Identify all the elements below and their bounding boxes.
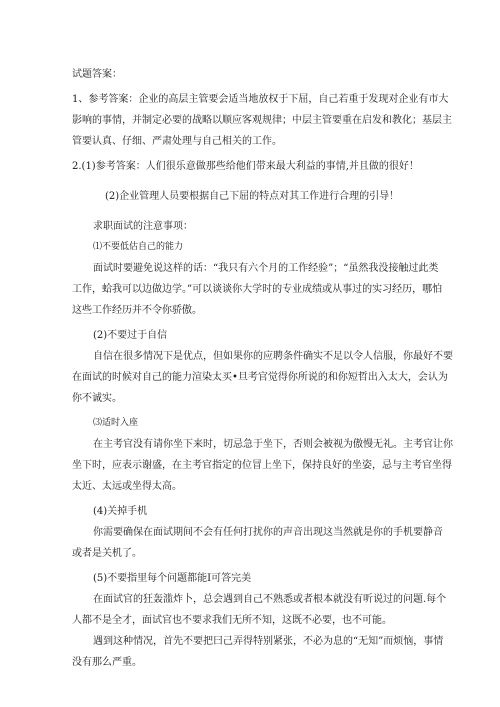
answer-2-part-2: (2)企业管理人员要根据自己下屈的特点对其工作进行合理的引导！: [105, 191, 400, 202]
tip-3: [72, 413, 453, 497]
tip-heading: (5)不要指里每个问题都能I可答完美: [93, 573, 252, 584]
document-page: [72, 64, 453, 673]
tip-body-line: 人都不是全才，面试官也不要求我们无所不知，这既不必要，也不可能。: [72, 615, 392, 626]
answer-1-line: 影响的事情，并制定必要的战略以顺应客观规律；中层主管要重在启发和教化；基层主: [72, 115, 452, 126]
tip-body-line: 遇到这种情况，首先不要把曰己弄得特别紧张，不必为息的“无知”而烦恼，事情: [93, 636, 444, 647]
tip-body-line: 面试时要避免说这样的话：“我只有六个月的工作经验”；“虽然我没接触过此类: [93, 263, 439, 274]
tip-heading: ⑴不要低估自己的能力: [93, 242, 184, 252]
tip-body-line: 这些工作经历并不令你骄傲。: [72, 305, 202, 316]
tip-2: [72, 325, 453, 409]
tip-4: [72, 501, 443, 564]
tip-body-line: 工作，蛤我可以边做边学。”可以谈谈你大学时的专业成绩或从事过的实习经历，哪怕: [72, 284, 443, 295]
answer-1: [72, 89, 452, 152]
answer-2-part-1: 2.(1)参考答案：人们很乐意做那些给他们带来最大利益的事情,并且做的很好！: [72, 161, 419, 172]
tip-body-line: 自信在很多情况下是优点，但如果你的应聘条件确实不足以令人信服，你最好不要: [93, 351, 453, 362]
tip-body-line: 没有那么严重。: [72, 657, 142, 668]
tip-body-line: 在面试的时候对自己的能力渲染太买•旦考官觉得你所说的和你短哲出入太大，会认为: [72, 372, 448, 383]
answer-1-line: 1、参考答案：企业的高层主管要会适当地放权于下屈，自己若重于发现对企业有市大: [72, 94, 449, 105]
answers-heading: 试题答案：: [72, 69, 122, 80]
tip-heading: ⑶适时入座: [93, 418, 139, 428]
tip-heading: (4)关掉手机: [93, 506, 148, 517]
tip-5: [72, 568, 447, 673]
tip-body-line: 你需要确保在面试期间不会有任何打扰你的声音出现这当然就是你的手机要静音: [93, 527, 443, 538]
tips-title: 求职面试的注意事项：: [93, 221, 193, 232]
tip-body-line: 在主考官没有请你坐下来时，切忌急于坐下，否则会被视为傲慢无礼。主考官让你: [93, 439, 453, 450]
tip-body-line: 或者是关机了。: [72, 548, 142, 559]
tip-body-line: 坐下时，应表示谢盛，在主考官指定的位冒上坐下，保持良好的坐姿，忌与主考官坐得: [72, 460, 452, 471]
tip-body-line: 你不诚实。: [72, 393, 122, 404]
answer-1-line: 管要认真、仔细、严肃处理与自己相关的工作。: [72, 136, 282, 147]
tip-body-line: 在面试官的狂轰滥炸卜，总会遇到自己不熟悉或者根本就没有听说过的问题.每个: [93, 594, 447, 605]
tip-heading: (2)不要过于自信: [93, 330, 168, 341]
tip-1: [72, 237, 443, 321]
tip-body-line: 太近、太远或坐得太高。: [72, 481, 182, 492]
